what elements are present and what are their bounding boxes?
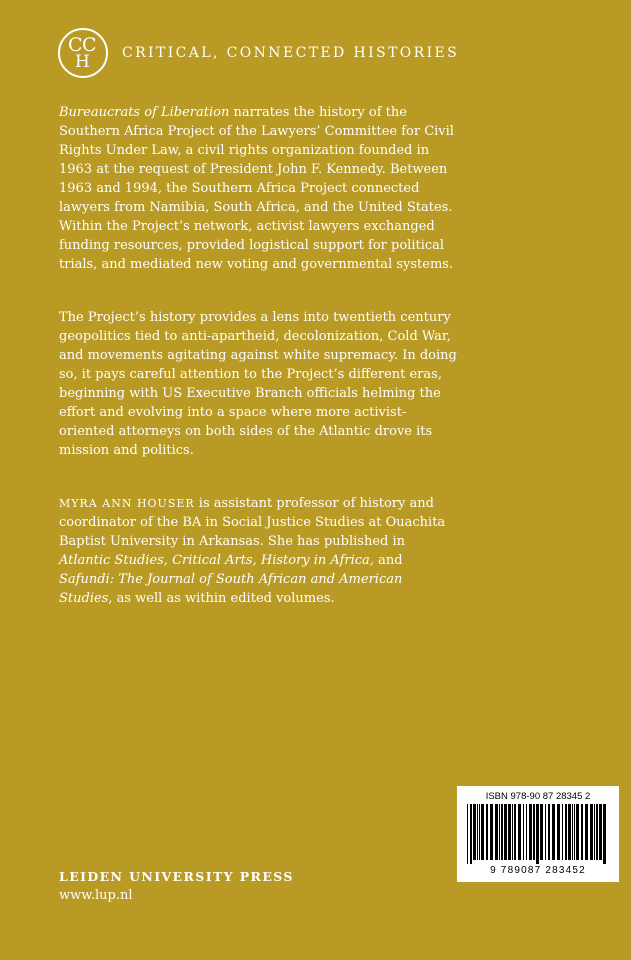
journal-list-2: Safundi: The Journal of South African and American Studies (59, 572, 403, 606)
barcode-bar (523, 804, 524, 860)
barcode-bar (574, 804, 575, 860)
series-header (58, 28, 459, 78)
barcode-bar (603, 804, 606, 864)
barcode-bar (504, 804, 507, 860)
logo-letter-c2: C (82, 34, 97, 56)
barcode-bar (477, 804, 478, 860)
cch-logo (58, 28, 108, 78)
blurb-paragraph-1 (59, 103, 459, 274)
barcode-bar (508, 804, 511, 860)
barcode-bar (596, 804, 598, 860)
barcode-bar (490, 804, 493, 860)
author-bio-text-b: and (373, 553, 403, 568)
barcode-bar (533, 804, 535, 860)
isbn-label: ISBN 978-90 87 28345 2 (485, 791, 591, 802)
barcode-bar (499, 804, 500, 860)
barcode-bar (548, 804, 550, 860)
barcode-bar (486, 804, 488, 860)
blurb-paragraph-2: The Project’s history provides a lens into twentieth century geopolitics tied to anti-apartheid, decolonization, Cold War, and movements agitating against white supremacy. In doing so, it pays careful attention to the Project’s different eras, beginning with US Executive Branch officials helming the effort and evolving into a space where more activist-oriented attorneys on both sides of the Atlantic drove its mission and politics. (59, 310, 457, 458)
barcode-bar (576, 804, 579, 860)
barcode-bar (479, 804, 480, 860)
book-title: Bureaucrats of Liberation (59, 105, 230, 120)
barcode-bar (473, 804, 476, 860)
barcode-bar (501, 804, 503, 860)
barcode-bar (495, 804, 498, 860)
author-bio-text-a: is assistant professor of history and coordinator of the BA in Social Justice Studies at Ouachita Baptist University in Arkansas. She has published in (59, 496, 446, 549)
barcode-bar (568, 804, 571, 860)
barcode-bar (467, 804, 468, 864)
author-bio-text-c: , as well as within edited volumes. (108, 591, 335, 606)
barcode-bar (572, 804, 573, 860)
barcode-bar (590, 804, 593, 860)
barcode-bar (481, 804, 484, 860)
series-title: CRITICAL, CONNECTED HISTORIES (122, 45, 460, 61)
barcode-bar (585, 804, 588, 860)
barcode-bar (470, 804, 472, 864)
barcode-bars (465, 804, 611, 864)
barcode-bar (514, 804, 516, 860)
barcode-bar (529, 804, 532, 860)
barcode-bar (512, 804, 513, 860)
publisher-name: LEIDEN UNIVERSITY PRESS (59, 869, 294, 884)
isbn-barcode (457, 786, 619, 882)
blurb-paragraph-1-text: narrates the history of the Southern Africa Project of the Lawyers’ Committee for Civil Rights Under Law, a civil rights organization founded in 1963 at the request of President John F. Kennedy. Between 1963 and 1994, the Southern Africa Project connected lawyers from Namibia, South Africa, and the United States. Within the Project’s network, activist lawyers exchanged funding resources, provided logistical support for political trials, and mediated new voting and governmental systems. (59, 105, 454, 272)
barcode-bar (581, 804, 583, 860)
barcode-bar (562, 804, 563, 860)
barcode-bar (536, 804, 539, 864)
barcode-bar (557, 804, 560, 860)
publisher-website: www.lup.nl (59, 888, 133, 903)
barcode-bar (599, 804, 602, 860)
barcode-bar (552, 804, 555, 860)
barcode-digits: 9 789087 283452 (490, 865, 586, 876)
logo-letter-c1: C (68, 34, 83, 56)
journal-list-1: Atlantic Studies, Critical Arts, History in Africa, (59, 553, 374, 568)
barcode-bar (545, 804, 546, 860)
author-name: MYRA ANN HOUSER (59, 497, 195, 510)
barcode-bar (594, 804, 595, 860)
author-bio (59, 494, 459, 608)
logo-letter-h: H (75, 52, 90, 72)
barcode-bar (526, 804, 527, 860)
barcode-bar (565, 804, 567, 860)
barcode-bar (540, 804, 543, 860)
barcode-bar (518, 804, 521, 860)
